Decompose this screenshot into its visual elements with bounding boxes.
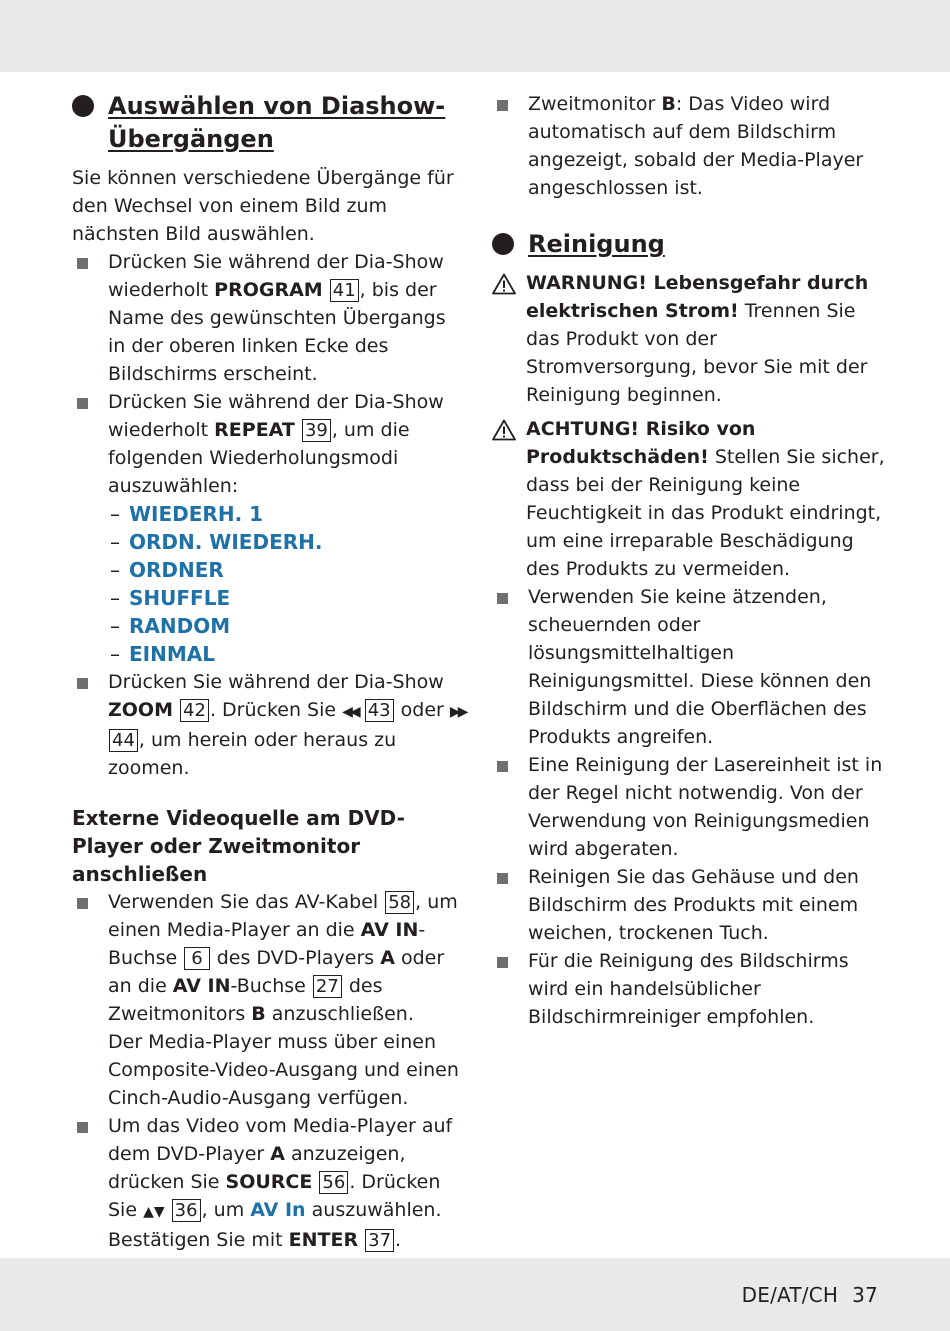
square-bullet-icon [497,957,508,968]
repeat-mode-item: – EINMAL [110,642,215,666]
repeat-mode-item: – ORDN. WIEDERH. [110,530,323,554]
repeat-mode-item: – WIEDERH. 1 [110,502,264,526]
list-item: Drücken Sie während der Dia-Show wiederholt PROGRAM 41 , bis der Name des gewünschten Übergangs in der oberen linken Ecke des Bildschirms erscheint. [72,248,467,388]
warning-title: WARNUNG! Lebensgefahr durch elektrischen Strom! [526,272,869,322]
reference-number: 39 [302,419,331,442]
reference-number: 37 [365,1229,394,1252]
reference-number: 27 [313,975,342,998]
list-item: Für die Reinigung des Bildschirms wird ein handelsüblicher Bildschirmreiniger empfohlen. [492,947,887,1031]
warning-triangle-icon [492,273,516,295]
subsection-heading: Externe Videoquelle am DVD-Player oder Zweitmonitor anschließen [72,806,405,886]
repeat-mode-item: – RANDOM [110,614,231,638]
region-label: DE/AT/CH [741,1283,839,1307]
list-item: Drücken Sie während der Dia-Show wiederholt REPEAT 39 , um die folgenden Wiederholungsmodi auszuwählen: [72,388,467,500]
reference-number: 36 [172,1199,201,1222]
list-item: Um das Video vom Media-Player auf dem DVD-Player A anzuzeigen, drücken Sie SOURCE 56 . Drücken Sie ▲▼ 36 , um AV In auszuwählen. Bestätigen Sie mit ENTER 37 . [72,1112,467,1254]
list-item: Zweitmonitor B: Das Video wird automatisch auf dem Bildschirm angezeigt, sobald der Media-Player angeschlossen ist. [492,90,887,202]
bullet-dot-icon [72,95,94,117]
square-bullet-icon [77,398,88,409]
section-heading-transitions [72,90,467,156]
reference-number: 44 [109,729,138,752]
heading-text: Reinigung [528,230,665,258]
reference-number: 6 [184,947,209,970]
repeat-mode-item: – ORDNER [110,558,224,582]
reference-number: 41 [330,279,359,302]
list-item: Eine Reinigung der Lasereinheit ist in der Regel nicht notwendig. Von der Verwendung von Reinigungsmedien wird abgeraten. [492,751,887,863]
square-bullet-icon [77,678,88,689]
list-item: Verwenden Sie keine ätzenden, scheuernden oder lösungsmittelhaltigen Reinigungsmittel. Diese können den Bildschirm und die Oberflächen des Produkts angreifen. [492,583,887,751]
up-down-arrows-icon: ▲▼ [143,1204,165,1220]
caution-title: ACHTUNG! Risiko von Produktschäden! [526,418,756,468]
square-bullet-icon [497,761,508,772]
intro-paragraph: Sie können verschiedene Übergänge für den Wechsel von einem Bild zum nächsten Bild auswählen. [72,167,454,245]
reference-number: 43 [365,699,394,722]
header-bar [0,0,950,72]
section-heading-cleaning [492,228,887,261]
square-bullet-icon [77,258,88,269]
repeat-mode-item: – SHUFFLE [110,586,231,610]
list-item: Drücken Sie während der Dia-Show ZOOM 42 . Drücken Sie ◀◀ 43 oder ▶▶ 44 , um herein oder heraus zu zoomen. [72,668,467,782]
square-bullet-icon [497,873,508,884]
heading-text: Auswählen von Diashow-Übergängen [108,92,446,153]
right-column [492,90,887,1031]
page-number: 37 [852,1283,878,1307]
reference-number: 42 [180,699,209,722]
list-item: Reinigen Sie das Gehäuse und den Bildschirm des Produkts mit einem weichen, trockenen Tuch. [492,863,887,947]
left-column [72,90,467,1254]
key-label: PROGRAM [214,279,323,301]
page-footer [742,1283,878,1307]
caution-notice: ACHTUNG! Risiko von Produktschäden! Stellen Sie sicher, dass bei der Reinigung keine Feuchtigkeit in das Produkt eindringt, um eine irreparable Beschädigung des Produkts zu vermeiden. [492,415,887,583]
warning-notice: WARNUNG! Lebensgefahr durch elektrischen Strom! Trennen Sie das Produkt von der Stromversorgung, bevor Sie mit der Reinigung beginnen. [492,269,887,409]
key-label: REPEAT [214,419,295,441]
bullet-dot-icon [492,233,514,255]
fast-forward-icon: ▶▶ [449,704,466,720]
reference-number: 58 [385,891,414,914]
warning-triangle-icon [492,419,516,441]
rewind-icon: ◀◀ [342,704,358,720]
key-label: ZOOM [108,699,173,721]
av-in-label: AV In [250,1199,306,1221]
square-bullet-icon [77,1122,88,1133]
list-item: Verwenden Sie das AV-Kabel 58 , um einen Media-Player an die AV IN-Buchse 6 des DVD-Players A oder an die AV IN-Buchse 27 des Zweitmonitors B anzuschließen. Der Media-Player muss über einen Composite-Video-Ausgang und einen Cinch-Audio-Ausgang verfügen. [72,888,467,1112]
square-bullet-icon [497,100,508,111]
square-bullet-icon [77,898,88,909]
reference-number: 56 [319,1171,348,1194]
square-bullet-icon [497,593,508,604]
